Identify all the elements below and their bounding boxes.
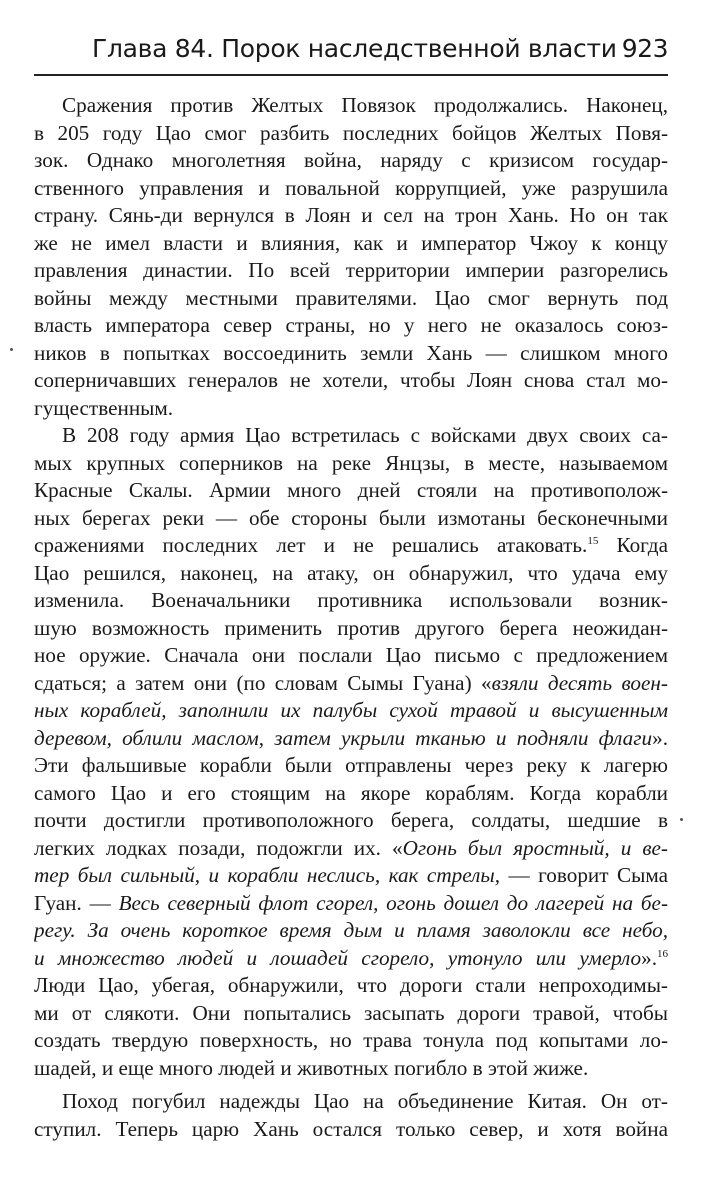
text-line bbox=[34, 917, 668, 945]
text-line bbox=[34, 835, 668, 863]
page-number: 923 bbox=[621, 34, 668, 63]
text-line: мых крупных соперников на реке Янцзы, в месте, называемом bbox=[34, 450, 668, 475]
text-line bbox=[34, 697, 668, 725]
body-text bbox=[34, 92, 668, 1143]
text-line: шую возможность применить против другого берега неожидан- bbox=[34, 615, 668, 640]
text-line: в 205 году Цао смог разбить последних бойцов Желтых Повя- bbox=[34, 120, 668, 145]
text-line: же не имел власти и влияния, как и император Чжоу к концу bbox=[34, 230, 668, 255]
text-line: гущественным. bbox=[34, 395, 174, 420]
text-line: Эти фальшивые корабли были отправлены через реку к лагерю bbox=[34, 753, 668, 777]
text-line: соперничавших генералов не хотели, чтобы Лоян снова стал мо- bbox=[34, 368, 668, 392]
text-line: ников в попытках воссоединить земли Хань — слишком много bbox=[34, 340, 668, 365]
text-line bbox=[34, 862, 668, 890]
text-line: Цао решился, наконец, на атаку, он обнаружил, что удача ему bbox=[34, 560, 668, 585]
footnote-ref: 15 bbox=[587, 535, 599, 547]
text-line: Сражения против Желтых Повязок продолжались. Наконец, bbox=[62, 93, 668, 117]
scan-speck bbox=[680, 818, 683, 821]
text-line bbox=[34, 725, 668, 753]
text-line: шадей, и еще много людей и животных погибло в этой жиже. bbox=[34, 1055, 589, 1080]
quote-run: тер был сильный, и корабли неслись, как стрелы, bbox=[34, 863, 500, 887]
text-line: ственного управления и повальной коррупцией, уже разрушила bbox=[34, 175, 668, 200]
text-line: страну. Сянь-ди вернулся в Лоян и сел на трон Хань. Но он так bbox=[34, 203, 668, 227]
quote-run: взяли десять воен- bbox=[491, 670, 668, 695]
quote-run: регу. За очень короткое время дым и пламя заволокли все небо, bbox=[34, 918, 668, 942]
text-line: почти достигли противоположного берега, солдаты, шедшие в bbox=[34, 808, 668, 832]
text-line: Люди Цао, убегая, обнаружили, что дороги стали непроходимы- bbox=[34, 973, 668, 997]
text-run: Гуан. — bbox=[34, 890, 119, 915]
text-line: самого Цао и его стоящим на якоре кораблям. Когда корабли bbox=[34, 780, 668, 805]
text-line bbox=[34, 945, 668, 973]
text-run: Когда bbox=[598, 533, 668, 557]
text-run: ». bbox=[641, 945, 657, 970]
paragraph-2 bbox=[34, 422, 668, 1082]
text-line: ми от слякоти. Они попытались засыпать дороги травой, чтобы bbox=[34, 1000, 668, 1025]
running-head bbox=[34, 34, 668, 76]
paragraph-1 bbox=[34, 92, 668, 422]
text-run: сдаться; а затем они (по словам Сымы Гуана) « bbox=[34, 670, 492, 695]
text-line: Красные Скалы. Армии много дней стояли на противополож- bbox=[34, 478, 668, 502]
quote-run: деревом, облили маслом, затем укрыли тканью и подняли флаги bbox=[34, 725, 653, 750]
scan-speck bbox=[10, 348, 13, 351]
text-line: ное оружие. Сначала они послали Цао письмо с предложением bbox=[34, 643, 668, 667]
text-line bbox=[34, 670, 668, 698]
quote-run: Весь северный флот сгорел, огонь дошел до лагерей на бе- bbox=[118, 890, 668, 915]
text-line: войны между местными правителями. Цао смог вернуть под bbox=[34, 285, 668, 310]
text-line: ных берегах реки — обе стороны были измотаны бесконечными bbox=[34, 505, 668, 530]
text-run: ». bbox=[652, 725, 668, 750]
text-run: — говорит Сыма bbox=[500, 863, 668, 887]
text-run: легких лодках позади, подожгли их. « bbox=[34, 835, 403, 860]
chapter-title: Глава 84. Порок наследственной власти bbox=[92, 34, 617, 63]
text-line: ступил. Теперь царю Хань остался только север, и хотя война bbox=[34, 1116, 668, 1141]
quote-run: и множество людей и лошадей сгорело, утонуло или умерло bbox=[34, 945, 642, 970]
quote-run: Огонь был яростный, и ве- bbox=[402, 835, 668, 860]
text-line: изменила. Военачальники противника использовали возник- bbox=[34, 588, 668, 612]
text-line bbox=[34, 890, 668, 918]
quote-run: ных кораблей, заполнили их палубы сухой травой и высушенным bbox=[34, 698, 668, 722]
paragraph-3 bbox=[34, 1088, 668, 1143]
text-run: сражениями последних лет и не решались атаковать. bbox=[34, 533, 588, 557]
text-line: создать твердую поверхность, но трава тонула под копытами ло- bbox=[34, 1028, 668, 1052]
text-line: В 208 году армия Цао встретилась с войсками двух своих са- bbox=[62, 423, 668, 447]
text-line: власть императора север страны, но у него не оказалось союз- bbox=[34, 313, 668, 337]
text-line: Поход погубил надежды Цао на объединение Китая. Он от- bbox=[62, 1089, 668, 1113]
footnote-ref: 16 bbox=[657, 947, 668, 960]
text-line: правления династии. По всей территории империи разгорелись bbox=[34, 258, 668, 282]
text-line bbox=[34, 532, 668, 560]
text-line: зок. Однако многолетняя война, наряду с кризисом государ- bbox=[34, 148, 668, 172]
